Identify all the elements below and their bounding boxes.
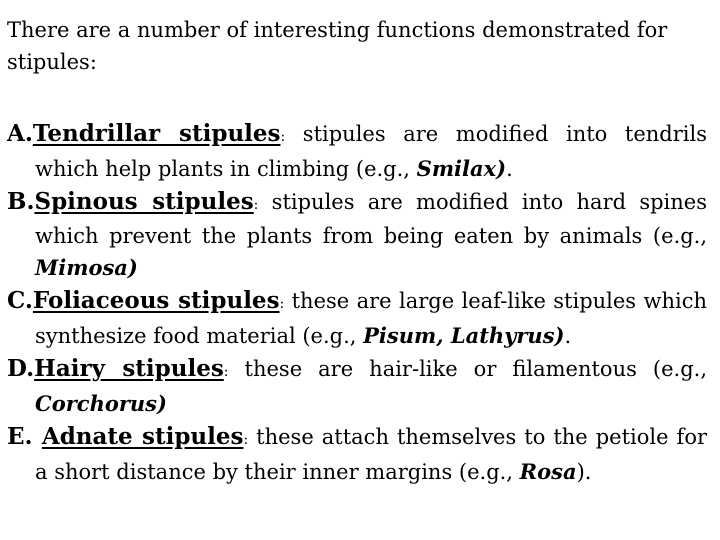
- list-item-adnate: [7, 421, 707, 488]
- list-marker: E.: [7, 423, 42, 450]
- term-heading: Spinous stipules: [34, 188, 254, 215]
- description-text: these are large leaf-like stipules which synthesize food material (e.g.,: [35, 289, 707, 348]
- trailing-text: ).: [576, 460, 592, 484]
- intro-paragraph: There are a number of interesting functions demonstrated for stipules:: [7, 18, 668, 74]
- term-colon: :: [243, 432, 249, 448]
- term-heading: Tendrillar stipules: [32, 120, 281, 147]
- list-item-foliaceous: [7, 285, 707, 352]
- term-colon: :: [223, 364, 229, 380]
- list-item-tendrillar: [7, 118, 707, 185]
- example-text: Pisum, Lathyrus): [363, 323, 565, 348]
- stipule-function-list: [7, 118, 707, 489]
- term-heading: Adnate stipules: [41, 423, 244, 450]
- list-item-hairy: [7, 353, 707, 420]
- example-text: Mimosa): [35, 255, 138, 280]
- list-item-spinous: [7, 186, 707, 284]
- term-colon: :: [280, 129, 286, 145]
- description-text: stipules are modified into tendrils which help plants in climbing (e.g.,: [35, 122, 707, 181]
- list-marker: C.: [7, 287, 33, 314]
- term-heading: Foliaceous stipules: [32, 287, 280, 314]
- list-marker: A.: [7, 120, 33, 147]
- term-heading: Hairy stipules: [34, 355, 224, 382]
- list-marker: B.: [7, 188, 35, 215]
- description-text: these are hair-like or filamentous (e.g.,: [228, 357, 707, 381]
- example-text: Smilax): [416, 156, 507, 181]
- trailing-text: .: [506, 157, 513, 181]
- description-text: these attach themselves to the petiole for a short distance by their inner margins (e.g.,: [35, 425, 707, 484]
- trailing-text: .: [564, 324, 572, 348]
- list-marker: D.: [7, 355, 35, 382]
- term-colon: :: [279, 296, 285, 312]
- description-text: stipules are modified into hard spines which prevent the plants from being eaten by animals (e.g.,: [35, 190, 708, 248]
- example-text: Rosa: [519, 459, 577, 484]
- example-text: Corchorus): [35, 391, 167, 416]
- term-colon: :: [253, 197, 259, 213]
